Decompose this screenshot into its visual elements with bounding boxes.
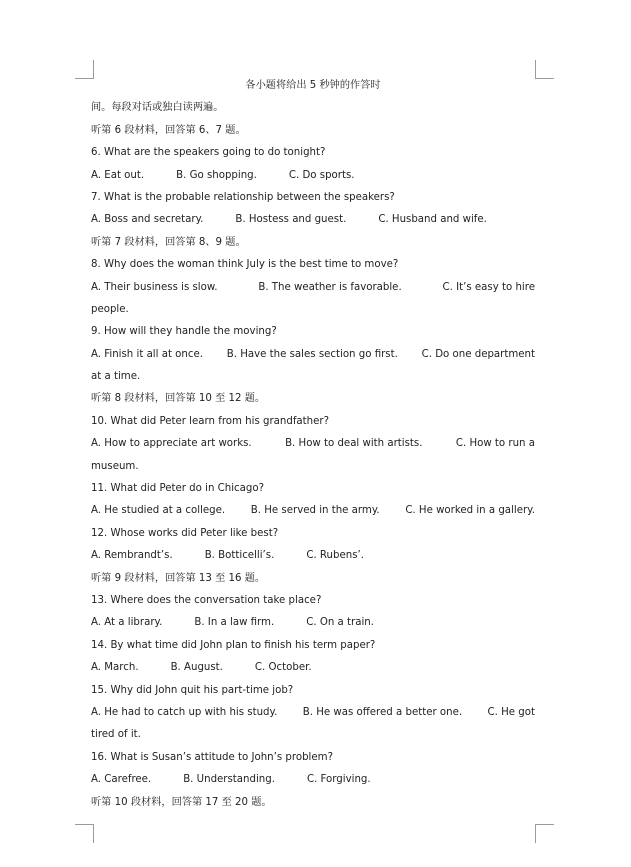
text-line: 13. Where does the conversation take place? (91, 594, 322, 606)
answer-options (91, 433, 535, 455)
text-line: tired of it. (91, 729, 141, 741)
answer-options (91, 657, 535, 679)
text-line: at a time. (91, 371, 141, 383)
text-line: museum. (91, 460, 139, 472)
answer-option: C. He got (487, 706, 535, 718)
answer-option: A. March. (91, 662, 139, 674)
text-line: 听第 10 段材料，回答第 17 至 20 题。 (91, 796, 272, 808)
answer-option: A. Carefree. (91, 774, 152, 786)
answer-options (91, 209, 535, 231)
answer-option: C. On a train. (306, 617, 374, 629)
document-body (91, 75, 535, 814)
text-line: 16. What is Susan’s attitude to John’s problem? (91, 751, 333, 763)
answer-option: B. Understanding. (183, 774, 275, 786)
answer-option: C. It’s easy to hire (442, 281, 535, 293)
answer-options (91, 769, 535, 791)
text-line: 听第 7 段材料，回答第 8、9 题。 (91, 236, 246, 248)
text-line: 11. What did Peter do in Chicago? (91, 483, 264, 495)
margin-corner-mark (75, 824, 94, 843)
answer-option: B. He was offered a better one. (302, 706, 463, 718)
answer-option: A. How to appreciate art works. (91, 438, 252, 450)
answer-option: C. How to run a (455, 438, 535, 450)
text-line: 9. How will they handle the moving? (91, 326, 277, 338)
answer-option: C. October. (254, 662, 312, 674)
answer-option: C. Rubens’. (306, 550, 364, 562)
answer-option: A. Rembrandt’s. (91, 550, 173, 562)
text-line: 7. What is the probable relationship between the speakers? (91, 191, 395, 203)
answer-option: C. He worked in a gallery. (405, 505, 535, 517)
answer-option: B. Go shopping. (176, 169, 257, 181)
text-line: 14. By what time did John plan to finish his term paper? (91, 639, 376, 651)
answer-option: C. Do sports. (288, 169, 355, 181)
answer-options (91, 165, 535, 187)
answer-options (91, 702, 535, 724)
text-line: 听第 6 段材料，回答第 6、7 题。 (91, 124, 246, 136)
answer-options (91, 344, 535, 366)
answer-options (91, 612, 535, 634)
answer-option: B. In a law firm. (194, 617, 275, 629)
answer-option: C. Do one department (421, 348, 535, 360)
answer-options (91, 545, 535, 567)
text-line: 15. Why did John quit his part-time job? (91, 684, 294, 696)
text-line: 间。每段对话或独白读两遍。 (91, 102, 224, 114)
answer-option: B. How to deal with artists. (285, 438, 423, 450)
text-line: 12. Whose works did Peter like best? (91, 527, 279, 539)
text-line: 听第 8 段材料，回答第 10 至 12 题。 (91, 393, 266, 405)
answer-option: B. Botticelli’s. (204, 550, 275, 562)
text-line: people. (91, 303, 129, 315)
text-line: 听第 9 段材料，回答第 13 至 16 题。 (91, 572, 266, 584)
answer-option: C. Forgiving. (306, 774, 371, 786)
text-line: 10. What did Peter learn from his grandfather? (91, 415, 329, 427)
answer-option: C. Husband and wife. (378, 214, 487, 226)
answer-option: A. At a library. (91, 617, 163, 629)
answer-option: B. Hostess and guest. (235, 214, 347, 226)
header-line: 各小题将给出 5 秒钟的作答时 (245, 80, 381, 91)
text-line: 8. Why does the woman think July is the best time to move? (91, 259, 399, 271)
answer-option: A. Finish it all at once. (91, 348, 203, 360)
margin-corner-mark (535, 60, 554, 79)
answer-options (91, 277, 535, 299)
answer-option: A. Their business is slow. (91, 281, 218, 293)
margin-corner-mark (535, 824, 554, 843)
text-line: 6. What are the speakers going to do tonight? (91, 147, 326, 159)
answer-option: A. He studied at a college. (91, 505, 226, 517)
answer-option: A. Boss and secretary. (91, 214, 204, 226)
answer-option: B. The weather is favorable. (258, 281, 402, 293)
answer-option: A. He had to catch up with his study. (91, 706, 278, 718)
answer-option: B. He served in the army. (250, 505, 380, 517)
answer-options (91, 500, 535, 522)
answer-option: A. Eat out. (91, 169, 145, 181)
answer-option: B. August. (170, 662, 223, 674)
answer-option: B. Have the sales section go first. (226, 348, 398, 360)
